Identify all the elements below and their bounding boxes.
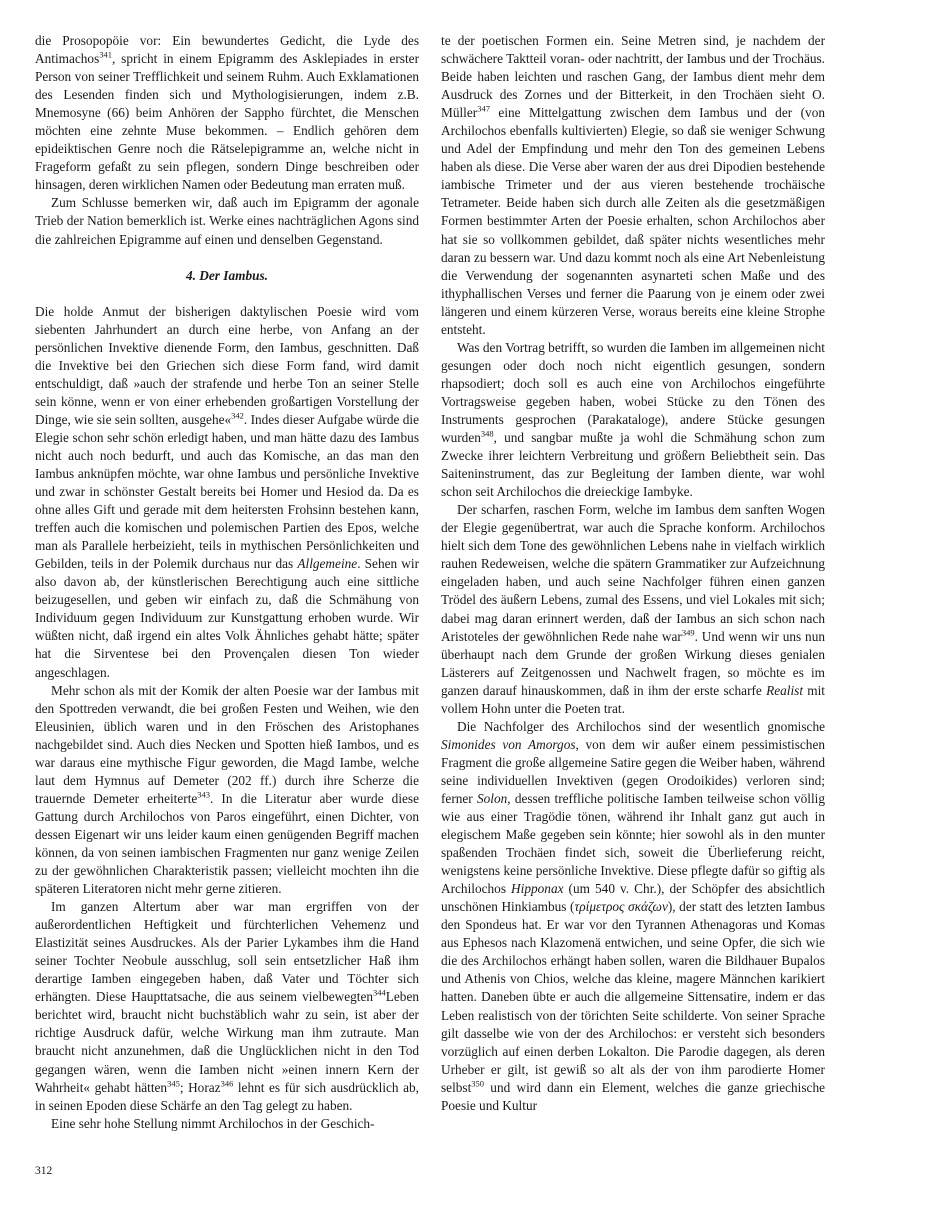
paragraph-vortrag: Was den Vortrag betrifft, so wurden die Iamben im allgemeinen nicht gesungen oder doch noch nicht eigentlich gesungen, sondern rhapsodiert; doch soll es auch eine von Archilochos eingeführte Vortragsweise gegeben haben, wobei Stücke zu den Tönen des Instruments gesprochen (Parakataloge), andere Stücke gesungen wurden$^{348}$, und sangbar mußte ja wohl die Schmähung schon zum Zwecke ihrer leichtern Verbreitung und größern Beliebtheit sein. Das Saiteninstrument, das zur Begleitung der Iamben diente, war wohl schon seit Archilochos die dreieckige Iambyke. <box>441 339 825 500</box>
book-page <box>35 32 901 1182</box>
paragraph-komik: Mehr schon als mit der Komik der alten Poesie war der Iambus mit den Spottreden verwandt, die bei großen Festen und Weihen, wie den Eleusinien, üblich waren und in den Fröschen des Aristophanes nachgebildet sind. Auch dies Necken und Spotten hieß Iambos, und es war daraus eine mythische Figur geworden, die Magd Iambe, welche laut dem Hymnus auf Demeter (202 ff.) durch ihre Scherze die trauernde Demeter erheiterte$^{343}$. In die Literatur aber wurde diese Gattung durch Archilochos von Paros eingeführt, einen Dichter, von dessen Eigenart wir uns leider kaum einen genügenden Begriff machen können, da von seinen iambischen Fragmenten nur ganz wenige Zeilen zu der gewöhnlichen Charakteristik passen; vielleicht mochten ihn die späteren Literatoren nicht mehr gerne zitieren. <box>35 682 419 897</box>
footnote-ref-341: 341 <box>99 49 113 60</box>
paragraph-metren: te der poetischen Formen ein. Seine Metren sind, je nachdem der schwächere Taktteil voran- oder nachtritt, der Iambus und der Trochäus. Beide haben leichten und raschen Gang, der Iambus dient mehr dem Ausdruck des Zornes und der Bitterkeit, in den Trochäen sieht O. Müller$^{347}$ eine Mittelgattung zwischen dem Iambus und der (von Archilochos ebenfalls kultivierten) Elegie, so daß sie weniger Schwung und Adel der Empfindung und mehr den Ton des gemeinen Lebens haben als diese. Die Verse aber waren der aus drei Dipodien bestehende iambische Trimeter und der aus vieren bestehende trochäische Tetrameter. Beide haben sich durch alle Zeiten als die gesetzmäßigen Formen bestimmter Arten der Poesie erhalten, schon Archilochos aber hat sie so vollkommen gebildet, daß später nichts wesentliches mehr daran zu bessern war. Und dazu kommt noch als eine Art Nebenleistung die Verwendung der sogenannten asynarteti schen Maße und des ithyphallischen Verses und ferner die Paarung von je einem oder zwei längeren und einem kürzeren Verse, woraus bereits eine kleine Strophe entsteht. <box>441 33 825 337</box>
footnote-ref-343: 343 <box>197 789 211 800</box>
footnote-ref-349: 349 <box>681 627 695 638</box>
paragraph-schlusse: Zum Schlusse bemerken wir, daß auch im Epigramm der agonale Trieb der Nation bemerklich ist. Werke eines nachträglichen Agons sind die zahlreichen Epigramme auf einen und denselben Gegenstand. <box>35 195 419 247</box>
section-heading: 4. Der Iambus. <box>185 267 268 283</box>
right-column <box>441 32 825 1115</box>
paragraph-nachfolger: Die Nachfolger des Archilochos sind der wesentlich gnomische Simonides von Amorgos, von dem wir außer einem pessimistischen Fragment die große allgemeine Satire gegen die Weiber haben, während seine individuellen Invektiven (gegen Orodoikides) verloren sind; ferner Solon, dessen treffliche politische Iamben teilweise schon völlig wie aus einer Tragödie tönen, während ihr Inhalt ganz gut auch in elegischem Maße gegeben sein könnte; hier sowohl als in den munter spaßenden Trochäen findet sich, soweit die Überlieferung reicht, wenigstens keine persönliche Invektive. Diese pflegte dafür so giftig als Archilochos Hipponax (um 540 v. Chr.), der Schöpfer des absichtlich unschönen Hinkiambus (τρίμετρος σκάζων), der statt des letzten Iambus den Spondeus hat. Er war vor den Tyrannen Athenagoras und Komas aus Ephesos nach Klazomenä entwichen, und seine Opfer, die sich wie die des Archilochos erhängt haben sollen, waren die Bildhauer Bupalos und Athenis von Chios, welche das kleine, magere Männchen karikiert hatten. Daneben übte er auch die allgemeine Sittensatire, indem er das Leben realistisch von der törichten Seite schilderte. Von seiner Sprache gilt dasselbe wie von der des Archilochos: er versteht sich besonders vorzüglich auf einen derben Lokalton. Die Parodie dagegen, als deren Urheber er gilt, ist gewiß so alt als der von ihm parodierte Homer selbst$^{350}$ und wird dann ein Element, welches die ganze griechische Poesie und Kultur <box>441 718 826 1113</box>
footnote-ref-346: 346 <box>220 1078 234 1089</box>
footnote-ref-350: 350 <box>471 1078 485 1089</box>
paragraph-prosopopoeie: die Prosopopöie vor: Ein bewundertes Gedicht, die Lyde des Antimachos$^{341}$, spricht in einem Epigramm des Asklepiades in erster Person von seiner Trefflichkeit und seinem Ruhm. Auch Exklamationen des Lesenden finden sich und Mythologisierungen, indem z.B. Mnemosyne (66) beim Anhören der Sappho fürchtet, die Menschen möchten eine zehnte Muse bekommen. – Endlich gehören dem epideiktischen Genre noch die Rätselepigramme an, welche nicht in Frageform gefaßt zu sein pflegen, sondern Dinge beschreiben oder hinsagen, deren wirklichen Namen oder Bedeutung man erraten muß. <box>35 33 419 193</box>
paragraph-anmut: Die holde Anmut der bisherigen daktylischen Poesie wird vom siebenten Jahrhundert an durch eine herbe, von Anfang an der persönlichen Invektive dienende Form, den Iambus, geschnitten. Daß die Invektive bei den Griechen sich diese Form fand, wird damit entschuldigt, daß »auch der strafende und herbe Ton an seiner Stelle sein könne, wenn er von einer erhebenden großartigen Vorstellung der Dinge, wie sie sein sollten, ausgehe«$^{342}$. Indes dieser Aufgabe würde die Elegie schon sehr schön erledigt haben, und man hätte dazu des Iambus nicht auch noch bedurft, und auch das Komische, an das man den Iambus anknüpfen möchte, war ohne Iambus und persönliche Invektive und zwar in schönster Gestalt bereits bei Homer und Hesiod da. Da es ohne alles Gift und gerade mit dem heitersten Frohsinn bestehen kann, treffen auch die komischen und polemischen Partien des Epos, welche man als Parallele herbeizieht, teils in mythischen Persönlichkeiten und Gebilden, teils in der Polemik durchaus nur das Allgemeine. Sehen wir also davon ab, der künstlerischen Berechtigung auch eine sittliche beizugesellen, und geben wir einfach zu, daß die Schmähung von Individuum gegen Individuum zur Kunstgattung erhoben wurde. Wir wüßten nicht, daß irgend ein altes Volk Ähnliches gehabt hätte; später hat die Sirventese bei den Provençalen diesen Ton wieder angeschlagen. <box>35 303 419 680</box>
page-number: 312 <box>35 1165 53 1177</box>
paragraph-stellung: Eine sehr hohe Stellung nimmt Archilochos in der Geschich- <box>51 1115 375 1131</box>
footnote-ref-342: 342 <box>231 410 244 421</box>
paragraph-altertum: Im ganzen Altertum aber war man ergriffen von der außerordentlichen Heftigkeit und fürchterlichen Vehemenz und Elastizität seines Ausdruckes. Als der Parier Lykambes ihm die Hand seiner Tochter Neobule ausschlug, soll sein entsetzlicher Haß ihm derartige Iamben eingegeben haben, daß Vater und Töchter sich erhängten. Diese Haupttatsache, die aus seinem vielbewegten$^{344}$Leben berichtet wird, braucht nicht buchstäblich wahr zu sein, ist aber der richtige Ausdruck dafür, welche Wirkung man ihm zutraute. Man braucht nicht anzunehmen, daß die Unglücklichen nicht in den Tod gegangen wären, wenn die Iamben nicht »einen innern Kern der Wahrheit« gehabt hätten$^{345}$; Horaz$^{346}$ lehnt es für sich ausdrücklich ab, in seinen Epoden diese Schärfe an den Tag gelegt zu haben. <box>35 899 419 1113</box>
footnote-ref-344: 344 <box>373 987 386 998</box>
footnote-ref-348: 348 <box>480 428 494 439</box>
footnote-ref-347: 347 <box>477 103 490 114</box>
left-column <box>35 32 419 1133</box>
paragraph-form: Der scharfen, raschen Form, welche im Iambus dem sanften Wogen der Elegie gegenübertrat, war auch die Sprache konform. Archilochos hielt sich dem Tone des gewöhnlichen Lebens nahe in vielfach wirklich rauhen Redeweisen, welche die spätern Grammatiker zur Aufzeichnung eingeladen haben, und auch seine Nachfolger führen einen ganzen Trödel des äußern Lebens, zumal des Essens, und viel Lokales mit sich; dabei mag daran erinnert werden, daß der Iambus an sich schon nach Aristoteles der gewöhnlichen Rede nahe war$^{349}$. Und wenn wir uns nun überhaupt nach dem Grunde der großen Wirkung dieses genialen Lästerers auf Zeitgenossen und Nachwelt fragen, so möchte es im ganzen darauf hinauskommen, daß in ihm der erste scharfe Realist mit vollem Hohn unter die Poeten trat. <box>441 502 825 716</box>
footnote-ref-345: 345 <box>167 1078 180 1089</box>
